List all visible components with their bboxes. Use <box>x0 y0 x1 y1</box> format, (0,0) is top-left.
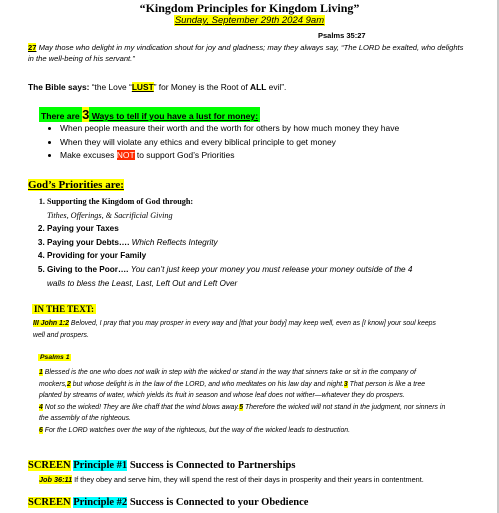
all-word: ALL <box>250 82 267 92</box>
priorities-heading-text: God’s Priorities are: <box>28 179 124 191</box>
verse-number: 3 <box>343 380 348 388</box>
lust-word: LUST <box>131 82 154 92</box>
priority-text: Giving to the Poor…. <box>47 264 131 274</box>
screen-principle-1 <box>28 460 295 471</box>
ways-list <box>42 122 399 163</box>
principle-label: Principle #1 <box>73 460 128 471</box>
quote-end: evil”. <box>266 82 287 92</box>
list-item: • When people measure their worth and the worth for others by how much money they have <box>60 122 399 136</box>
ways-heading <box>39 107 260 122</box>
date-highlight: Sunday, September 29th 2024 9am <box>174 15 325 26</box>
john-text: Beloved, I pray that you may prosper in every way and [that your body] may keep well, even as [I know] your soul keeps well and prospers. <box>33 320 436 339</box>
verse-text: May those who delight in my vindication shout for joy and gladness; may they always say, “The LORD be exalted, who delights in the well-being of his servant.” <box>28 43 464 63</box>
ways-post: Ways to tell if you have a lust for money: <box>89 111 259 121</box>
verse-text: That person is like a tree planted by streams of water, which yields its fruit in season and whose leaf does not wither—whatever they do prospers. <box>39 380 426 400</box>
principle-text: Success is Connected to your Obedience <box>127 497 309 508</box>
quote-mid: ” for Money is the Root of <box>153 82 251 92</box>
list-item <box>47 263 412 290</box>
not-badge: NOT <box>116 150 135 161</box>
verse-text: but whose delight is in the law of the LORD, and who meditates on his law day and night. <box>70 380 344 388</box>
bullet-text: to support God’s Priorities <box>134 150 235 161</box>
john-ref: III John 1:2 <box>33 320 69 327</box>
priorities-list <box>30 195 412 290</box>
verse-number: 1 <box>39 369 43 376</box>
verse-number: 2 <box>66 380 71 388</box>
screen-label: SCREEN <box>28 497 71 508</box>
job-text: If they obey and serve him, they will spend the rest of their days in prosperity and their years in contentment. <box>72 475 424 484</box>
ways-number: 3 <box>82 107 90 122</box>
ways-pre: There are <box>41 111 83 121</box>
list-item <box>47 236 412 250</box>
principle-label: Principle #2 <box>73 497 128 508</box>
verse-27 <box>28 42 468 64</box>
screen-principle-2 <box>28 497 308 508</box>
sermon-title: “Kingdom Principles for Kingdom Living” <box>139 1 360 15</box>
list-item: • When they will violate any ethics and every biblical principle to get money <box>60 136 399 150</box>
verse-number: 6 <box>39 426 43 434</box>
in-text-heading: IN THE TEXT: <box>34 304 95 314</box>
list-item: 2. Paying your Taxes <box>47 222 412 236</box>
bible-says-prefix: The Bible says: <box>28 82 92 92</box>
priority-italic: Which Reflects Integrity <box>131 237 218 247</box>
priority-subtext: Tithes, Offerings, & Sacrificial Giving <box>47 210 173 220</box>
list-item <box>60 149 399 163</box>
priority-text: Supporting the Kingdom of God through: <box>47 197 194 206</box>
verse-number: 27 <box>28 43 37 52</box>
job-verse <box>39 475 464 485</box>
screen-label: SCREEN <box>28 460 71 471</box>
verse-text: Blessed is the one who does not walk in step with the wicked or stand in the way that sinners take or sit in the company of mockers, <box>39 369 416 388</box>
priority-text: Paying your Debts…. <box>47 237 132 247</box>
job-ref: Job 36:11 <box>39 475 73 484</box>
priority-italic: walls to bless the Least, Last, Left Out and Left Over <box>47 278 238 288</box>
verse-text: Not so the wicked! They are like chaff that the wind blows away. <box>42 403 240 411</box>
bullet-text: Make excuses <box>60 150 117 161</box>
priority-italic: You can’t just keep your money you must release your money outside of the 4 <box>130 264 413 274</box>
verse-text: Therefore the wicked will not stand in the judgment, nor sinners in the assembly of the righteous. <box>39 403 446 423</box>
priorities-heading <box>28 179 124 191</box>
psalm-1-text <box>39 367 447 437</box>
scripture-reference: Psalms 35:27 <box>318 31 366 40</box>
bible-says-line <box>28 82 286 92</box>
list-item <box>47 195 412 222</box>
psalm-heading: Psalms 1 <box>40 354 70 361</box>
john-verse <box>33 318 438 342</box>
verse-text: For the LORD watches over the way of the righteous, but the way of the wicked leads to destruction. <box>42 426 351 434</box>
principle-text: Success is Connected to Partnerships <box>127 460 296 471</box>
verse-number: 5 <box>239 403 244 411</box>
quote-open: “the Love “ <box>91 82 132 92</box>
sermon-date <box>0 15 499 26</box>
list-item: 4. Providing for your Family <box>47 249 412 263</box>
verse-number: 4 <box>39 403 43 411</box>
